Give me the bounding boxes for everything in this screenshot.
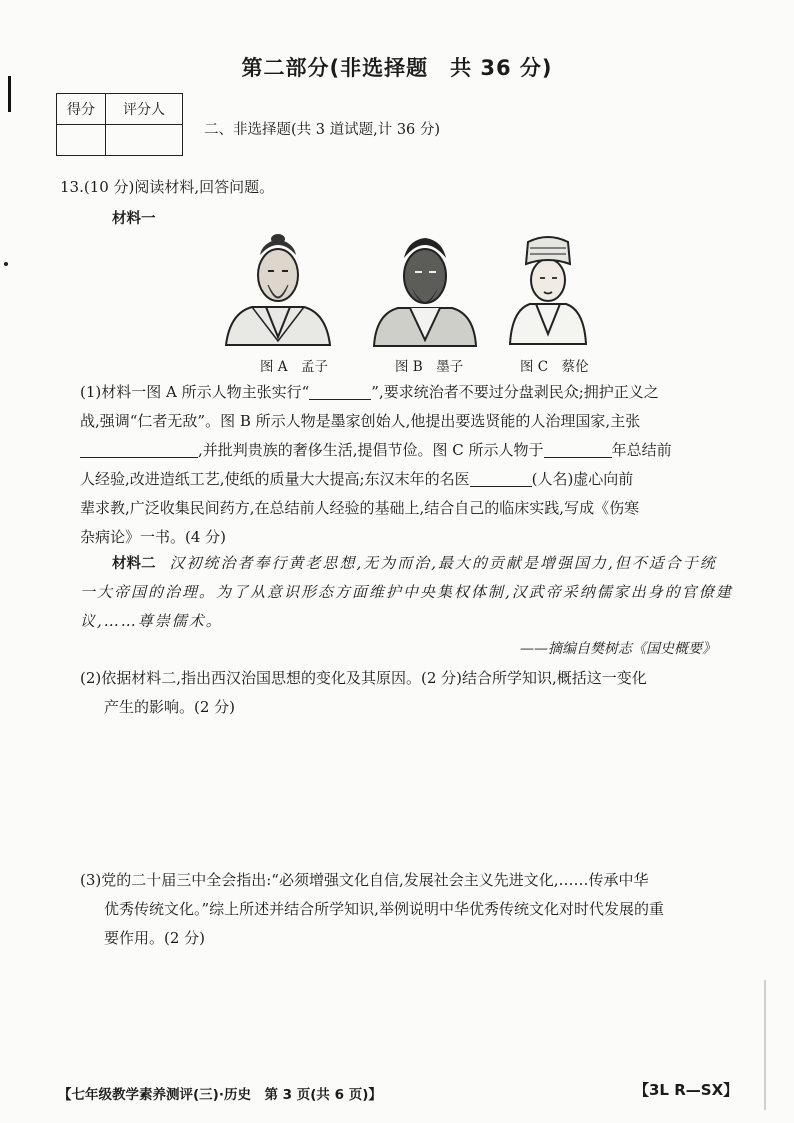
material-2-line-3: 议,……尊崇儒术。 [80,612,223,630]
sub-question-1-line-6: 杂病论》一书。(4 分) [80,528,227,546]
sub-question-1-line-4 [80,465,760,494]
grader-header: 评分人 [106,94,183,125]
answer-blank-4[interactable] [470,470,532,487]
score-cell[interactable] [57,125,106,156]
figure-a-portrait [222,233,334,348]
section-heading: 二、非选择题(共 3 道试题,计 36 分) [204,122,441,138]
question-13-stem: 13.(10 分)阅读材料,回答问题。 [60,178,275,196]
sub-question-2-line-1: (2)依据材料二,指出西汉治国思想的变化及其原因。(2 分)结合所学知识,概括这一变化 [80,669,647,687]
figure-c-portrait [506,234,590,346]
score-header: 得分 [57,94,106,125]
figure-c-caption: 图 C 蔡伦 [520,359,589,375]
sub-question-1-line-5: 辈求教,广泛收集民间药方,在总结前人经验的基础上,结合自己的临床实践,写成《伤寒 [80,499,640,517]
material-2-label: 材料二 [112,555,156,572]
answer-blank-3[interactable] [544,441,612,458]
sub-question-1-text-c: ,并批判贵族的奢侈生活,提倡节俭。图 C 所示人物于 [198,441,544,459]
sub-question-1-text-d: 年总结前 [611,441,672,459]
material-2-text-1: 汉初统治者奉行黄老思想,无为而治,最大的贡献是增强国力,但不适合于统 [169,554,717,572]
answer-blank-2[interactable] [80,441,198,458]
sub-question-1-line-1 [80,378,760,407]
sub-question-3-line-3: 要作用。(2 分) [104,929,206,947]
margin-dot [4,262,8,266]
answer-area-3[interactable] [80,958,760,1068]
figure-b-caption: 图 B 墨子 [395,359,464,375]
sub-question-1-text-a: (1)材料一图 A 所示人物主张实行“ [80,383,310,401]
sub-question-1-text-e: 人经验,改进造纸工艺,使纸的质量大大提高;东汉末年的名医 [80,470,470,488]
footer-code: 【3L R—SX】 [634,1081,739,1099]
sub-question-3-line-2: 优秀传统文化。”综上所述并结合所学知识,举例说明中华优秀传统文化对时代发展的重 [104,900,664,918]
sub-question-3-line-1: (3)党的二十届三中全会指出:“必须增强文化自信,发展社会主义先进文化,……传承中华 [80,871,649,889]
page-edge-shadow [764,980,766,1110]
material-2-line-2: 一大帝国的治理。为了从意识形态方面维护中央集权体制,汉武帝采纳儒家出身的官僚建 [80,583,733,601]
answer-blank-1[interactable] [309,383,371,400]
figure-a-caption: 图 A 孟子 [260,359,329,375]
score-table [56,93,183,156]
answer-area-2[interactable] [80,726,760,856]
grader-cell[interactable] [106,125,183,156]
sub-question-1-text-b: ”,要求统治者不要过分盘剥民众;拥护正义之 [371,383,659,401]
sub-question-1-text-f: (人名)虚心向前 [531,470,634,488]
sub-question-2-line-2: 产生的影响。(2 分) [104,698,236,716]
material-2-source: ——摘编自樊树志《国史概要》 [520,641,716,657]
sub-question-1-line-3 [80,436,760,465]
material-1-label: 材料一 [112,210,156,227]
page-title: 第二部分(非选择题 共 36 分) [241,56,553,80]
figure-b-portrait [370,232,480,348]
sub-question-1-line-2: 战,强调“仁者无敌”。图 B 所示人物是墨家创始人,他提出要选贤能的人治理国家,主张 [80,412,641,430]
footer-info: 【七年级教学素养测评(三)·历史 第 3 页(共 6 页)】 [58,1087,382,1103]
material-2-line-1 [112,549,762,578]
